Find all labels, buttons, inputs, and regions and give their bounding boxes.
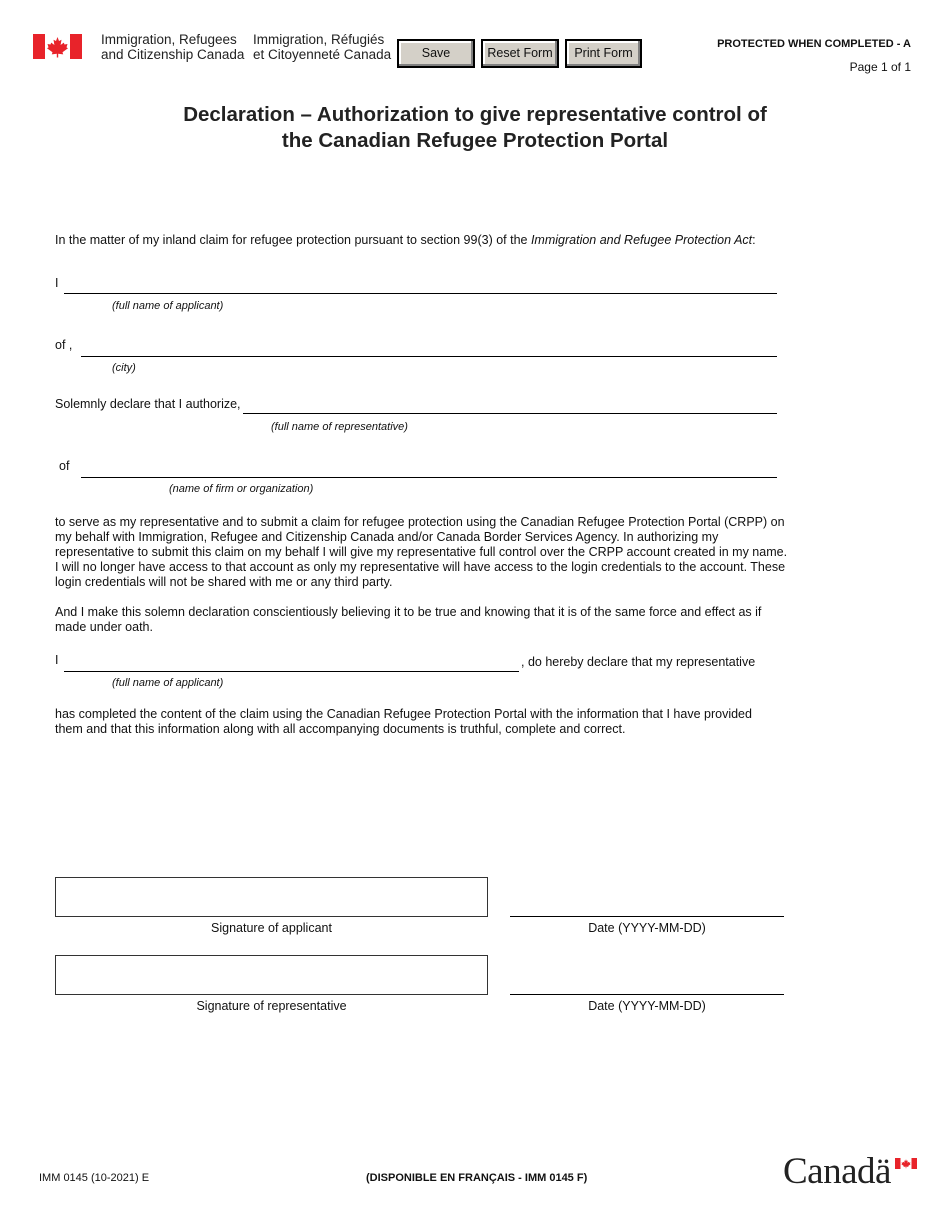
applicant-signature-box[interactable] [55,877,488,917]
completed-line: has completed the content of the claim using the Canadian Refugee Protection Portal with the information that I have provided [55,707,752,721]
representative-date-field[interactable] [510,994,784,995]
save-button[interactable]: Save [397,39,475,68]
representative-signature-box[interactable] [55,955,488,995]
declare-suffix: , do hereby declare that my representative [521,655,756,669]
applicant-date-label: Date (YYYY-MM-DD) [588,921,706,935]
department-name-en [101,32,244,62]
completed-line: them and that this information along with all accompanying documents is truthful, complete and correct. [55,722,626,736]
representative-date-label: Date (YYYY-MM-DD) [588,999,706,1013]
declare-applicant-name-hint: (full name of applicant) [112,677,224,689]
form-title-line2: the Canadian Refugee Protection Portal [281,129,669,152]
authorization-line: I will no longer have access to that account as only my representative will have access to the login credentials to the account. These [55,560,786,574]
firm-name-hint: (name of firm or organization) [169,483,314,495]
representative-prefix: Solemnly declare that I authorize, [55,397,241,411]
applicant-date-field[interactable] [510,916,784,917]
reset-form-button[interactable]: Reset Form [481,39,559,68]
protected-label: PROTECTED WHEN COMPLETED - A [717,38,911,50]
canada-wordmark-flag-icon [895,1158,917,1169]
form-title-line1: Declaration – Authorization to give representative control of [183,103,767,126]
department-name-en-line1: Immigration, Refugees [101,32,237,47]
representative-name-field[interactable] [243,413,777,414]
firm-name-field[interactable] [81,477,777,478]
department-name-en-line2: and Citizenship Canada [101,47,245,62]
applicant-name-field[interactable] [64,293,777,294]
applicant-prefix: I [55,276,59,290]
city-hint: (city) [112,362,136,374]
declare-applicant-name-field[interactable] [64,671,519,672]
applicant-signature-label: Signature of applicant [211,921,332,935]
act-name: Immigration and Refugee Protection Act [530,233,753,247]
declare-prefix: I [55,653,59,667]
solemn-line: made under oath. [55,620,153,634]
french-version-note: (DISPONIBLE EN FRANÇAIS - IMM 0145 F) [366,1172,588,1184]
firm-prefix: of [59,459,70,473]
solemn-declaration-paragraph [55,605,815,635]
form-code: IMM 0145 (10-2021) E [39,1172,150,1184]
city-prefix: of , [55,338,73,352]
authorization-line: my behalf with Immigration, Refugee and Citizenship Canada and/or Canada Border Services Agency. In authorizing my [55,530,719,544]
representative-name-hint: (full name of representative) [271,421,408,433]
intro-text-before: In the matter of my inland claim for refugee protection pursuant to section 99(3) of the [55,233,531,247]
authorization-paragraph [55,515,815,590]
solemn-line: And I make this solemn declaration conscientiously believing it to be true and knowing that it is of the same force and effect as if [55,605,762,619]
city-field[interactable] [81,356,777,357]
print-form-button[interactable]: Print Form [565,39,642,68]
department-name-fr [253,32,391,62]
representative-signature-label: Signature of representative [196,999,347,1013]
department-name-fr-line1: Immigration, Réfugiés [253,32,385,47]
department-name-fr-line2: et Citoyenneté Canada [253,47,392,62]
canada-wordmark-text: Canadä [783,1151,891,1192]
intro-text-after: : [752,233,756,247]
form-title [0,102,950,154]
authorization-line: representative to submit this claim on my behalf I will give my representative full control over the CRPP account created in my name. [55,545,788,559]
authorization-line: to serve as my representative and to submit a claim for refugee protection using the Canadian Refugee Protection Portal (CRPP) on [55,515,785,529]
applicant-name-hint: (full name of applicant) [112,300,224,312]
canada-wordmark [783,1152,918,1192]
intro-text [55,233,756,247]
completed-paragraph [55,707,790,737]
canada-flag-logo [33,34,82,59]
page-number: Page 1 of 1 [849,60,911,74]
authorization-line: login credentials will not be shared with me or any third party. [55,575,393,589]
